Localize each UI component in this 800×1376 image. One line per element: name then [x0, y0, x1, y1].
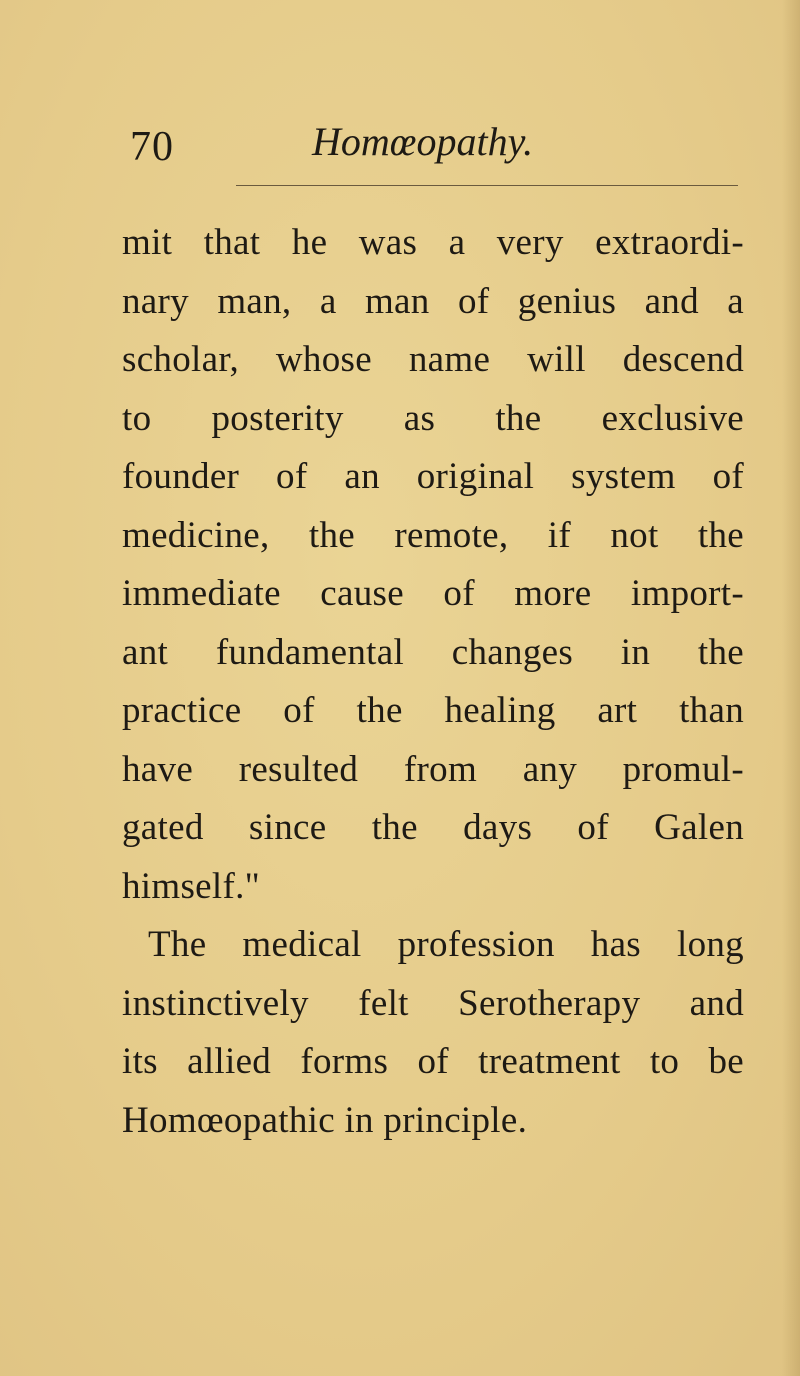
text-line: practice of the healing art than	[122, 690, 744, 731]
text-line: its allied forms of treatment to be	[122, 1041, 744, 1082]
running-head: Homœopathy.	[312, 119, 534, 164]
body-text	[122, 214, 744, 1150]
text-line: founder of an original system of	[122, 456, 744, 497]
header-rule	[236, 185, 738, 186]
text-line: himself."	[122, 865, 261, 907]
text-line: instinctively felt Serotherapy and	[122, 982, 744, 1024]
text-line: mit that he was a very extraordi-	[122, 222, 744, 263]
text-line: Homœopathic in principle.	[122, 1099, 528, 1141]
text-line: immediate cause of more import-	[122, 573, 744, 614]
text-line: medicine, the remote, if not the	[122, 514, 744, 556]
text-line: to posterity as the exclusive	[122, 397, 744, 439]
page-number: 70	[130, 124, 174, 170]
text-line: scholar, whose name will descend	[122, 339, 744, 380]
text-line: have resulted from any promul-	[122, 748, 744, 790]
text-line: gated since the days of Galen	[122, 807, 744, 848]
page-edge-shadow	[782, 0, 800, 1376]
text-line: The medical profession has long	[148, 924, 744, 965]
text-line: nary man, a man of genius and a	[122, 280, 744, 322]
text-line: ant fundamental changes in the	[122, 631, 744, 673]
